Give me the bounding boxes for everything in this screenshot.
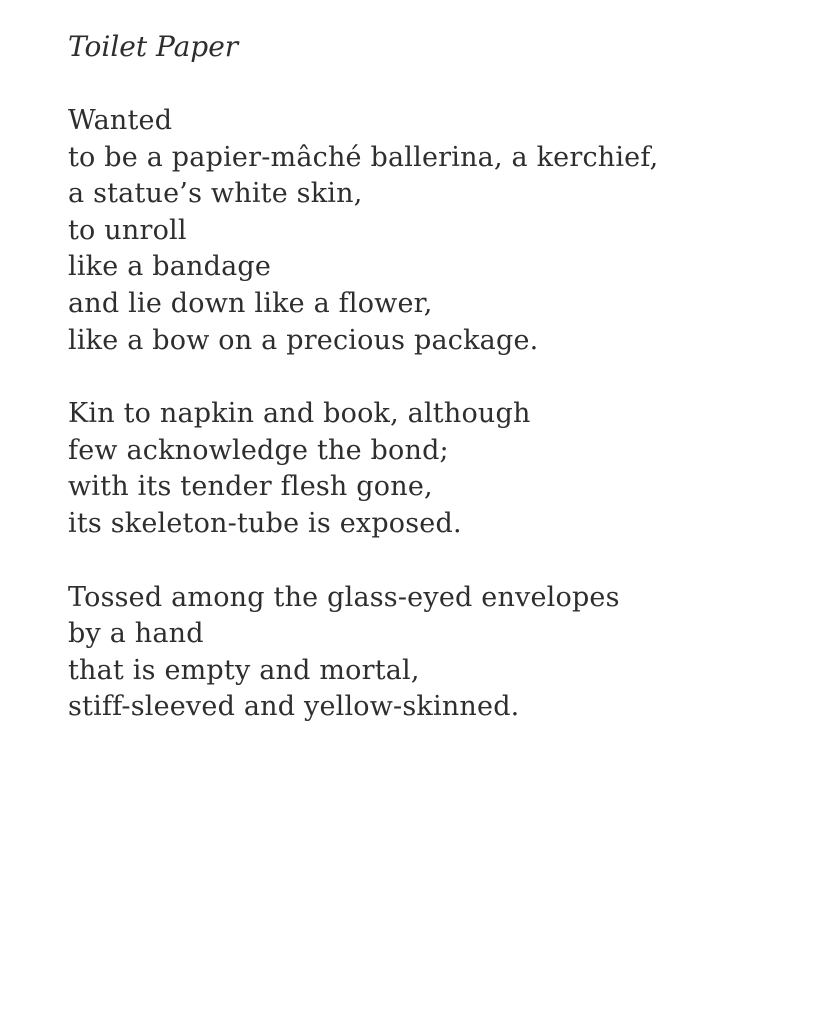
poem-line: like a bandage [68,251,272,283]
poem-line: like a bow on a precious package. [68,324,539,356]
poem-line: stiff-sleeved and yellow-skinned. [68,691,520,723]
poem-line: with its tender flesh gone, [68,471,433,503]
poem-line: to be a papier-mâché ballerina, a kerchief, [68,141,659,173]
poem-title: Toilet Paper [68,30,239,63]
poem-line: and lie down like a flower, [68,287,433,319]
poem-line: Kin to napkin and book, although [68,398,531,430]
poem-line: its skeleton-tube is exposed. [68,507,462,539]
poem-line: that is empty and mortal, [68,654,420,686]
poem-line: Wanted [68,105,173,136]
poem-line: Tossed among the glass-eyed envelopes [68,581,620,613]
poem-line: by a hand [68,618,204,650]
poem-line: to unroll [68,214,187,246]
poem-line: a statue’s white skin, [68,178,363,210]
poem-stanza-2 [68,396,773,542]
poem-stanza-3 [68,580,773,726]
poem-stanza-1 [68,103,773,359]
poem-line: few acknowledge the bond; [68,434,449,466]
